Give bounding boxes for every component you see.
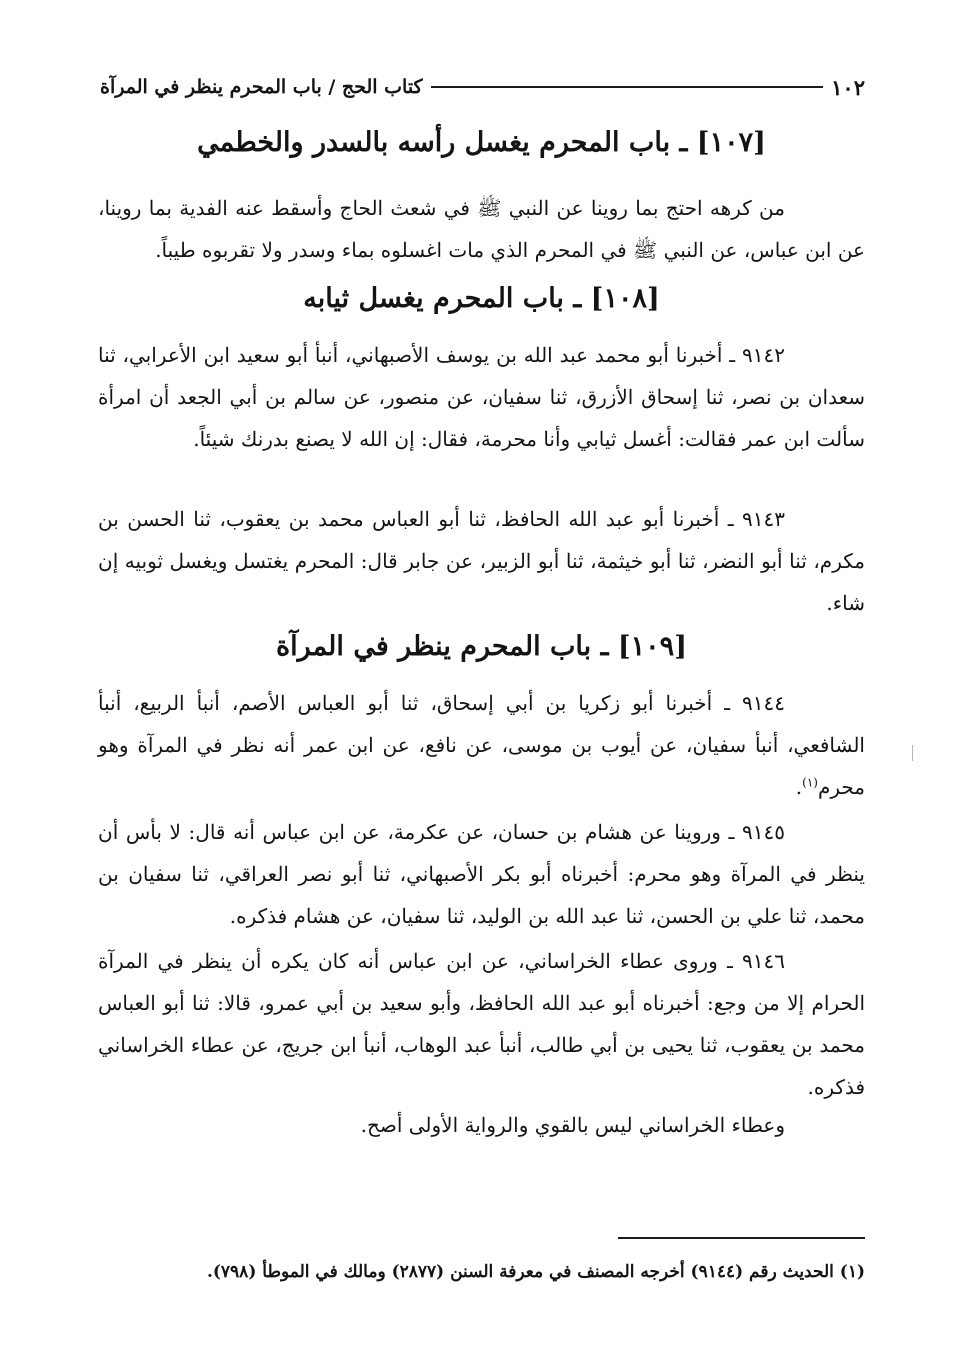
section-body-109b (98, 811, 865, 937)
paragraph-text: ـ أخبرنا أبو محمد عبد الله بن يوسف الأصبهاني، أنبأ أبو سعيد ابن الأعرابي، ثنا سعدان بن نصر، ثنا إسحاق الأزرق، ثنا سفيان، عن منصور، عن سالم بن أبي الجعد أن امرأة سألت ابن عمر فقالت: أغسل ثيابي وأنا محرمة، فقال: إن الله لا يصنع بدرنك شيئاً. (98, 343, 865, 451)
hadith-number: ٩١٤٦ (742, 949, 785, 973)
paragraph-text: ـ وروينا عن هشام بن حسان، عن عكرمة، عن ابن عباس أنه قال: لا بأس أن ينظر في المرآة وهو محرم: أخبرناه أبو بكر الأصبهاني، ثنا أبو نصر العراقي، ثنا سفيان بن محمد، ثنا علي بن الحسن، ثنا عبد الله بن الوليد، ثنا سفيان، عن هشام فذكره. (98, 820, 865, 928)
hadith-paragraph (98, 940, 865, 1108)
footnote-separator (618, 1237, 865, 1239)
header-rule (431, 86, 824, 88)
paragraph (98, 187, 865, 271)
section-body-109d (98, 1104, 865, 1146)
hadith-number: ٩١٤٣ (742, 507, 785, 531)
paragraph-text: وعطاء الخراساني ليس بالقوي والرواية الأولى أصح. (360, 1113, 785, 1137)
paragraph-tail: . (795, 775, 803, 799)
hadith-number: ٩١٤٤ (742, 691, 785, 715)
footnote-reference[interactable]: (١) (802, 775, 818, 790)
hadith-number: ٩١٤٢ (742, 343, 785, 367)
footnote: (١) الحديث رقم (٩١٤٤) أخرجه المصنف في معرفة السنن (٢٨٧٧) ومالك في الموطأ (٧٩٨). (206, 1262, 865, 1282)
section-body-108 (98, 334, 865, 460)
running-header (100, 70, 865, 104)
paragraph-text: ـ أخبرنا أبو عبد الله الحافظ، ثنا أبو العباس محمد بن يعقوب، ثنا الحسن بن مكرم، ثنا أبو النضر، ثنا أبو خيثمة، ثنا أبو الزبير، عن جابر قال: المحرم يغتسل ويغسل ثوبيه إن شاء. (98, 507, 865, 615)
hadith-paragraph (98, 334, 865, 460)
paragraph-text: من كرهه احتج بما روينا عن النبي ﷺ في شعث الحاج وأسقط عنه الفدية بما روينا، عن ابن عباس، عن النبي ﷺ في المحرم الذي مات اغسلوه بماء وسدر ولا تقربوه طيباً. (98, 196, 865, 262)
page-number: ١٠٢ (831, 74, 865, 100)
closing-remark (98, 1104, 865, 1146)
section-body-107 (98, 187, 865, 271)
section-heading-108: [١٠٨] ـ باب المحرم يغسل ثيابه (303, 283, 660, 314)
section-body-108b (98, 498, 865, 624)
section-heading-109: [١٠٩] ـ باب المحرم ينظر في المرآة (276, 631, 687, 662)
hadith-paragraph (98, 811, 865, 937)
paragraph-text: ـ أخبرنا أبو زكريا بن أبي إسحاق، ثنا أبو العباس الأصم، أنبأ الربيع، أنبأ الشافعي، أنبأ سفيان، عن أيوب بن موسى، عن نافع، عن ابن عمر أنه نظر في المرآة وهو محرم (98, 691, 865, 799)
running-title: كتاب الحج / باب المحرم ينظر في المرآة (100, 76, 423, 98)
hadith-paragraph (98, 498, 865, 624)
paragraph-text: ـ وروى عطاء الخراساني، عن ابن عباس أنه كان يكره أن ينظر في المرآة الحرام إلا من وجع: أخبرناه أبو عبد الله الحافظ، وأبو سعيد بن أبي عمرو، قالا: ثنا أبو العباس محمد بن يعقوب، ثنا يحيى بن أبي طالب، أنبأ عبد الوهاب، أنبأ ابن جريج، عن عطاء الخراساني فذكره. (98, 949, 865, 1099)
hadith-paragraph (98, 682, 865, 808)
hadith-number: ٩١٤٥ (742, 820, 785, 844)
section-body-109c (98, 940, 865, 1108)
section-heading-107: [١٠٧] ـ باب المحرم يغسل رأسه بالسدر والخطمي (197, 127, 766, 158)
margin-mark (912, 745, 913, 761)
section-body-109 (98, 682, 865, 808)
